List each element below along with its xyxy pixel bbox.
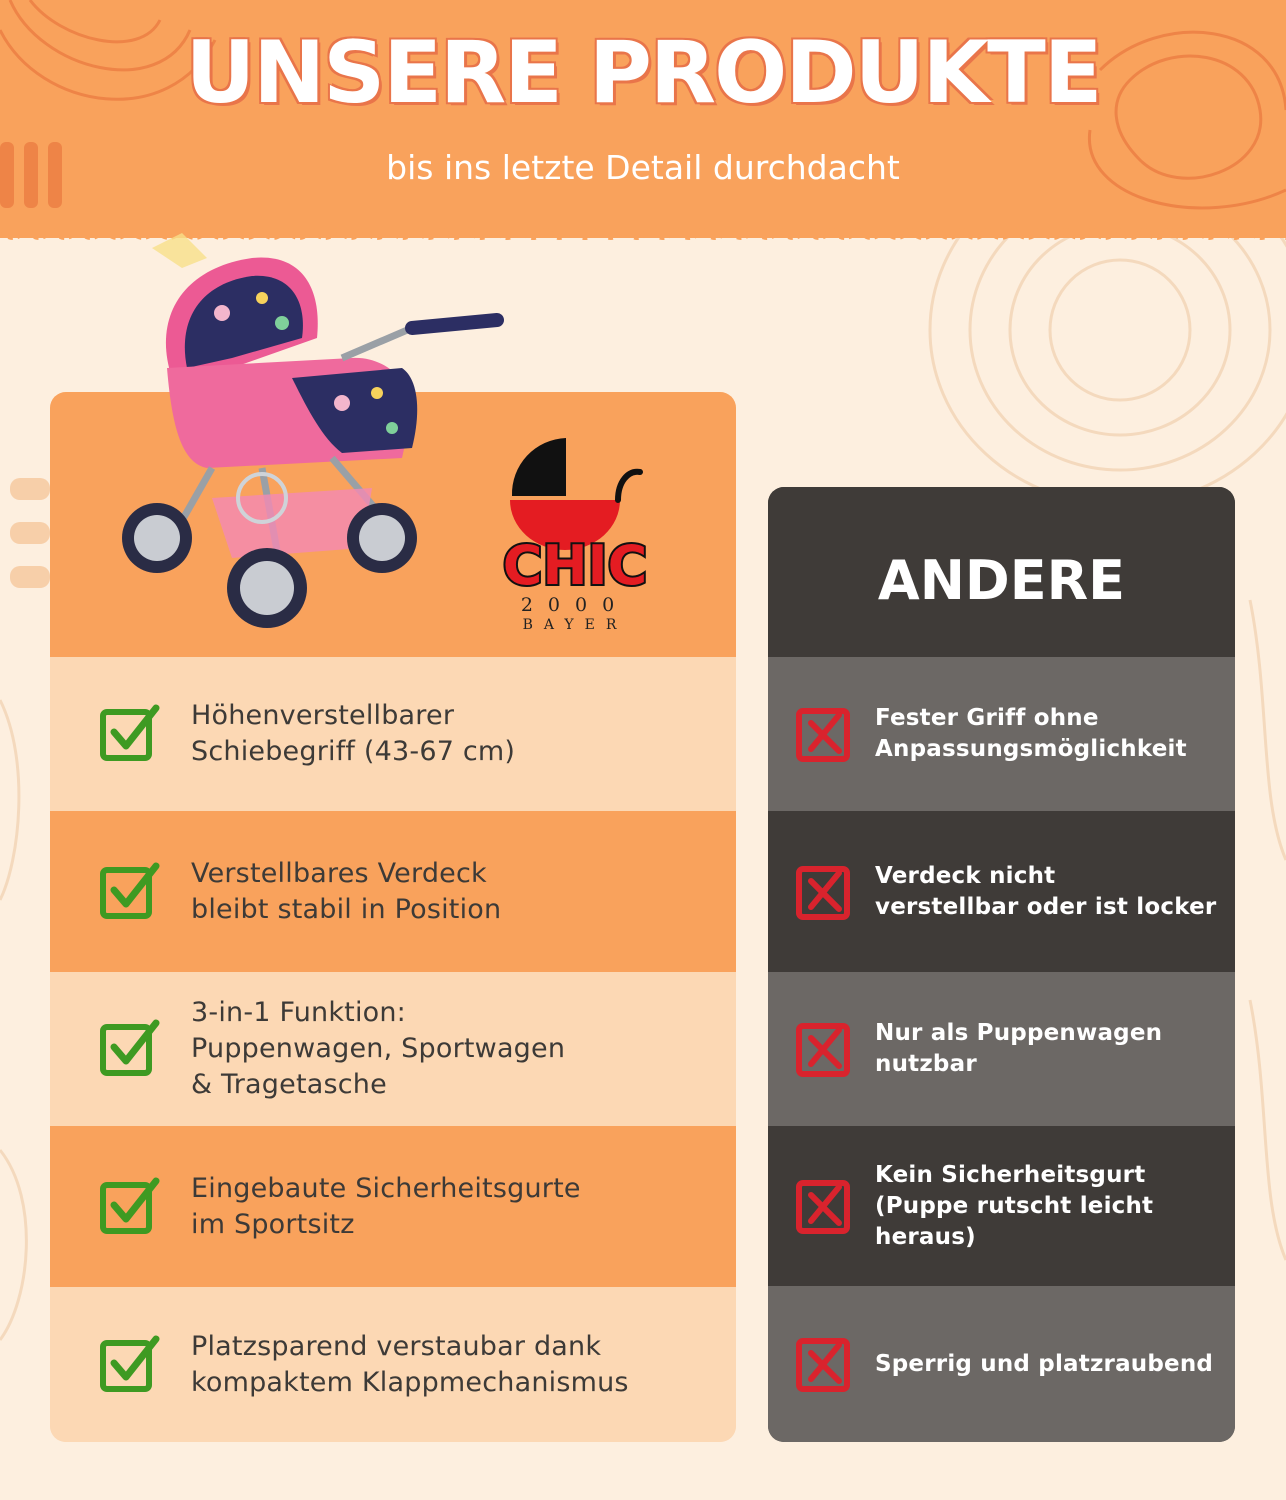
others-title: ANDERE bbox=[877, 549, 1126, 612]
others-feature-row bbox=[768, 1126, 1235, 1286]
our-product-feature-row bbox=[50, 972, 736, 1126]
others-feature-row bbox=[768, 972, 1235, 1126]
check-icon bbox=[98, 860, 162, 924]
drawback-text-line: (Puppe rutscht leicht bbox=[875, 1192, 1154, 1219]
drawback-text-line: verstellbar oder ist locker bbox=[875, 893, 1217, 920]
drawback-text-line: Anpassungsmöglichkeit bbox=[875, 736, 1187, 762]
others-feature-row bbox=[768, 1286, 1235, 1442]
feature-text-line: im Sportsitz bbox=[191, 1208, 355, 1240]
feature-text bbox=[191, 1329, 716, 1401]
cross-icon bbox=[795, 1018, 857, 1080]
feature-text-line: Höhenverstellbarer bbox=[191, 700, 455, 731]
feature-text bbox=[191, 995, 716, 1103]
our-product-feature-row bbox=[50, 1126, 736, 1287]
feature-text-line: Platzsparend verstaubar dank bbox=[191, 1330, 602, 1362]
header-banner bbox=[0, 0, 1286, 238]
drawback-text bbox=[875, 703, 1225, 765]
drawback-text-line: heraus) bbox=[875, 1223, 976, 1250]
drawback-text-line: Kein Sicherheitsgurt bbox=[875, 1161, 1146, 1188]
check-icon bbox=[98, 1333, 162, 1397]
feature-text-line: kompaktem Klappmechanismus bbox=[191, 1366, 629, 1398]
cross-icon bbox=[795, 1333, 857, 1395]
feature-text-line: 3-in-1 Funktion: bbox=[191, 997, 406, 1028]
feature-text-line: Eingebaute Sicherheitsgurte bbox=[191, 1172, 581, 1204]
our-product-feature-row bbox=[50, 811, 736, 972]
chic-2000-logo bbox=[490, 412, 660, 637]
logo-brand-text: CHIC bbox=[502, 534, 648, 592]
page-title: UNSERE PRODUKTE bbox=[185, 23, 1101, 123]
logo-number: 2000 bbox=[520, 594, 630, 616]
drawback-text bbox=[875, 1160, 1225, 1253]
feature-text bbox=[191, 1171, 716, 1243]
drawback-text bbox=[875, 1349, 1225, 1380]
stroller-logo-icon bbox=[490, 412, 660, 592]
page-subtitle: bis ins letzte Detail durchdacht bbox=[386, 148, 900, 187]
feature-text-line: Schiebegriff (43-67 cm) bbox=[191, 736, 516, 767]
drawback-text-line: Nur als Puppenwagen bbox=[875, 1020, 1163, 1046]
cross-icon bbox=[795, 703, 857, 765]
feature-text-line: Verstellbares Verdeck bbox=[191, 857, 487, 889]
drawback-text-line: nutzbar bbox=[875, 1051, 977, 1077]
others-feature-row bbox=[768, 657, 1235, 811]
feature-text-line: Puppenwagen, Sportwagen bbox=[191, 1033, 566, 1064]
drawback-text-line: Sperrig und platzraubend bbox=[875, 1350, 1214, 1377]
others-header bbox=[768, 487, 1235, 657]
check-icon bbox=[98, 702, 162, 766]
drawback-text-line: Fester Griff ohne bbox=[875, 705, 1099, 731]
drawback-text bbox=[875, 1018, 1225, 1080]
check-icon bbox=[98, 1175, 162, 1239]
check-icon bbox=[98, 1017, 162, 1081]
drawback-text bbox=[875, 861, 1225, 923]
doll-stroller-image bbox=[112, 228, 507, 643]
cross-icon bbox=[795, 1175, 857, 1237]
feature-text-line: & Tragetasche bbox=[191, 1069, 387, 1100]
others-panel bbox=[768, 487, 1235, 1442]
drawback-text-line: Verdeck nicht bbox=[875, 862, 1056, 889]
feature-text bbox=[191, 856, 716, 928]
our-product-feature-row bbox=[50, 657, 736, 811]
feature-text-line: bleibt stabil in Position bbox=[191, 893, 502, 925]
feature-text bbox=[191, 698, 716, 770]
our-product-feature-row bbox=[50, 1287, 736, 1442]
logo-subbrand: BAYER bbox=[522, 617, 628, 633]
cross-icon bbox=[795, 861, 857, 923]
others-feature-row bbox=[768, 811, 1235, 972]
